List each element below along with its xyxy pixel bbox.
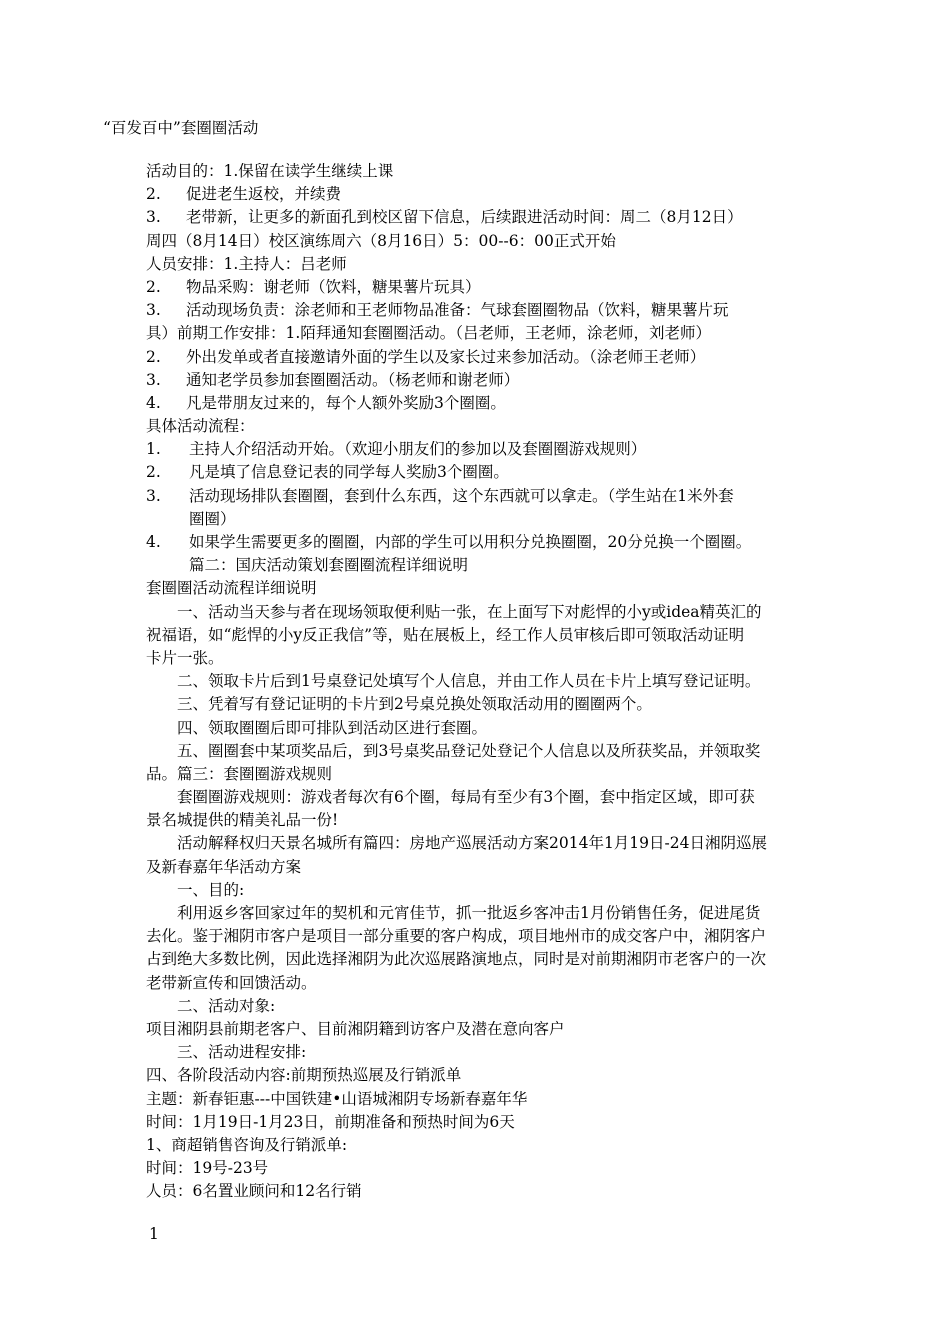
text-line: 四、领取圈圈后即可排队到活动区进行套圈。 bbox=[177, 718, 488, 737]
text-line: 老带新，让更多的新面孔到校区留下信息，后续跟进活动时间：周二（8月12日） bbox=[186, 208, 743, 227]
text-line: 卡片一张。 bbox=[146, 648, 224, 667]
text-line: 凡是带朋友过来的，每个人额外奖励3个圈圈。 bbox=[186, 393, 506, 412]
list-item bbox=[146, 461, 842, 484]
text-line: 时间：1月19日-1月23日，前期准备和预热时间为6天 bbox=[146, 1112, 515, 1131]
text-line: 凡是填了信息登记表的同学每人奖励3个圈圈。 bbox=[189, 463, 509, 482]
list-number: 1. bbox=[146, 440, 161, 459]
list-number: 3. bbox=[146, 486, 161, 505]
text-line: 如果学生需要更多的圈圈，内部的学生可以用积分兑换圈圈，20分兑换一个圈圈。 bbox=[189, 533, 752, 551]
list-item bbox=[146, 183, 842, 206]
text-line: 二、领取卡片后到1号桌登记处填写个人信息，并由工作人员在卡片上填写登记证明。 bbox=[177, 672, 761, 691]
list-item bbox=[146, 485, 842, 508]
text-line: 周四（8月14日）校区演练周六（8月16日）5：00--6：00正式开始 bbox=[146, 231, 616, 250]
section-heading: 套圈圈活动流程详细说明 bbox=[146, 579, 317, 598]
list-number: 2. bbox=[146, 347, 161, 366]
document-body bbox=[146, 160, 842, 1203]
text-line: 主持人介绍活动开始。（欢迎小朋友们的参加以及套圈圈游戏规则） bbox=[189, 440, 647, 459]
text-line: 促进老生返校，并续费 bbox=[186, 185, 342, 204]
list-item-continuation bbox=[146, 554, 842, 577]
list-item bbox=[146, 276, 842, 299]
list-number: 2. bbox=[146, 463, 161, 482]
text-line: 活动解释权归天景名城所有篇四：房地产巡展活动方案2014年1月19日-24日湘阴巡展 bbox=[177, 834, 767, 853]
section-heading: 四、各阶段活动内容:前期预热巡展及行销派单 bbox=[146, 1066, 462, 1085]
text-line: 人员安排：1.主持人：吕老师 bbox=[146, 254, 347, 273]
text-line: 活动现场排队套圈圈，套到什么东西，这个东西就可以拿走。（学生站在1米外套 bbox=[189, 486, 734, 505]
text-line: 物品采购：谢老师（饮料，糖果薯片玩具） bbox=[186, 277, 481, 296]
document-title: “百发百中”套圈圈活动 bbox=[103, 119, 259, 137]
text-line: 祝福语，如“彪悍的小y反正我信”等，贴在展板上，经工作人员审核后即可领取活动证明 bbox=[146, 625, 745, 644]
list-number: 3. bbox=[146, 301, 161, 320]
text-line: 去化。鉴于湘阴市客户是项目一部分重要的客户构成，项目地州市的成交客户中，湘阴客户 bbox=[146, 927, 767, 946]
text-line: 三、凭着写有登记证明的卡片到2号桌兑换处领取活动用的圈圈两个。 bbox=[177, 695, 652, 714]
text-line: 主题：新春钜惠---中国铁建•山语城湘阴专场新春嘉年华 bbox=[146, 1089, 528, 1108]
list-number: 4. bbox=[146, 533, 161, 551]
text-line: 活动现场负责：涂老师和王老师物品准备：气球套圈圈物品（饮料，糖果薯片玩 bbox=[186, 301, 729, 320]
text-line: 人员：6名置业顾问和12名行销 bbox=[146, 1182, 362, 1201]
list-item bbox=[146, 299, 842, 322]
text-line: 外出发单或者直接邀请外面的学生以及家长过来参加活动。（涂老师王老师） bbox=[186, 347, 706, 366]
text-line: 套圈圈游戏规则：游戏者每次有6个圈，每局有至少有3个圈，套中指定区域，即可获 bbox=[177, 788, 755, 807]
list-item bbox=[146, 206, 842, 229]
text-line: 品。篇三：套圈圈游戏规则 bbox=[146, 764, 333, 783]
section-heading: 一、目的: bbox=[177, 880, 245, 899]
text-line: 具体活动流程： bbox=[146, 417, 255, 436]
text-line: 占到绝大多数比例，因此选择湘阴为此次巡展路演地点，同时是对前期湘阴市老客户的一次 bbox=[146, 950, 767, 969]
text-line: 活动目的：1.保留在读学生继续上课 bbox=[146, 162, 394, 180]
list-item bbox=[146, 438, 842, 461]
list-item bbox=[146, 369, 842, 392]
list-item bbox=[146, 531, 842, 554]
text-line: 五、圈圈套中某项奖品后，到3号桌奖品登记处登记个人信息以及所获奖品，并领取奖 bbox=[177, 741, 761, 760]
text-line: 景名城提供的精美礼品一份! bbox=[146, 811, 339, 830]
section-heading: 二、活动对象: bbox=[177, 996, 276, 1015]
list-number: 2. bbox=[146, 185, 161, 204]
list-number: 2. bbox=[146, 277, 161, 296]
text-line: 利用返乡客回家过年的契机和元宵佳节，抓一批返乡客冲击1月份销售任务，促进尾货 bbox=[177, 904, 761, 922]
list-item-continuation bbox=[146, 508, 842, 531]
text-line: 1、商超销售咨询及行销派单: bbox=[146, 1135, 348, 1154]
page-number: 1 bbox=[149, 1225, 159, 1243]
section-heading: 篇二：国庆活动策划套圈圈流程详细说明 bbox=[189, 556, 469, 575]
text-line: 老带新宣传和回馈活动。 bbox=[146, 973, 317, 992]
list-item bbox=[146, 346, 842, 369]
text-line: 圈圈） bbox=[189, 509, 236, 528]
text-line: 及新春嘉年华活动方案 bbox=[146, 857, 302, 876]
list-number: 4. bbox=[146, 393, 161, 412]
list-item bbox=[146, 392, 842, 415]
section-heading: 三、活动进程安排: bbox=[177, 1043, 307, 1062]
text-line: 项目湘阴县前期老客户、目前湘阴籍到访客户及潜在意向客户 bbox=[146, 1019, 565, 1038]
text-line: 通知老学员参加套圈圈活动。（杨老师和谢老师） bbox=[186, 370, 520, 389]
list-number: 3. bbox=[146, 208, 161, 227]
text-line: 一、活动当天参与者在现场领取便利贴一张，在上面写下对彪悍的小y或idea精英汇的 bbox=[177, 602, 762, 621]
text-line: 时间：19号-23号 bbox=[146, 1159, 269, 1178]
text-line: 具）前期工作安排：1.陌拜通知套圈圈活动。（吕老师，王老师，涂老师，刘老师） bbox=[146, 324, 712, 343]
list-number: 3. bbox=[146, 370, 161, 389]
